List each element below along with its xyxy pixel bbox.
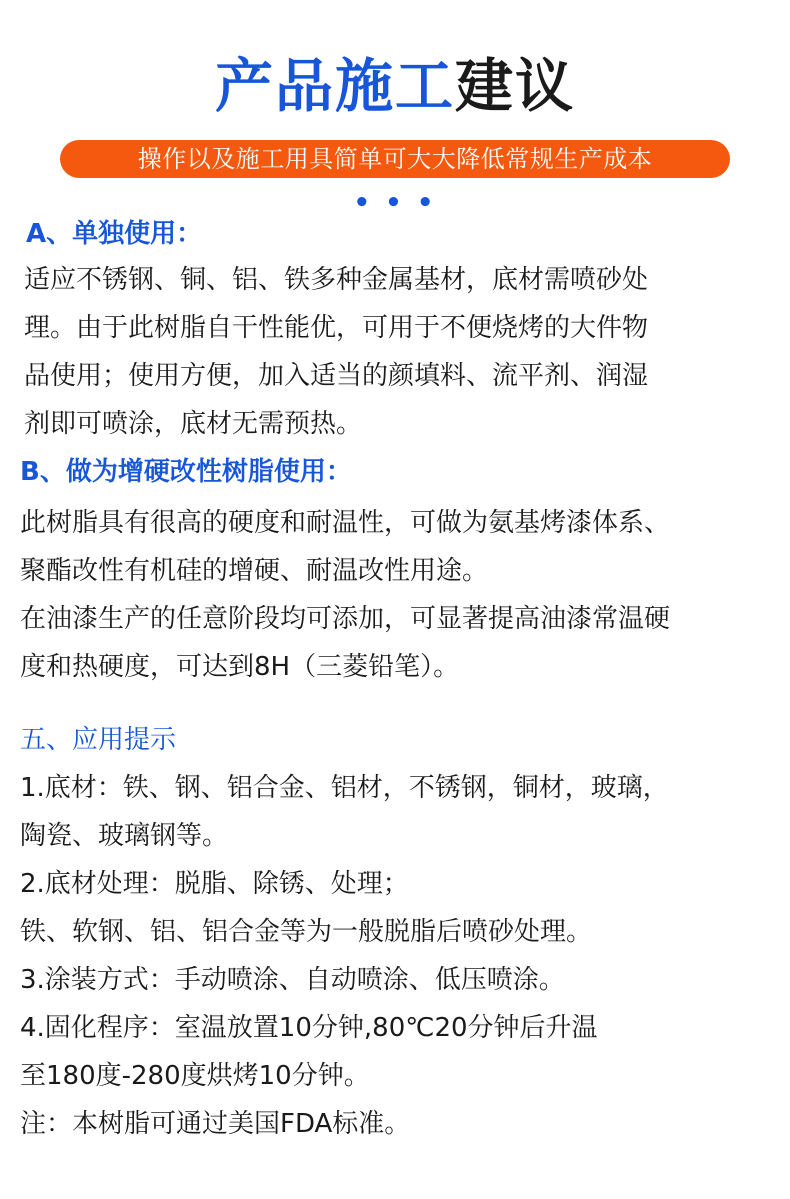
subtitle-banner: 操作以及施工用具简单可大大降低常规生产成本	[60, 140, 730, 178]
section-5-line: 2.底材处理：脱脂、除锈、处理；	[20, 869, 409, 899]
title-highlight: 产品施工	[214, 52, 455, 120]
section-5-heading: 五、应用提示	[20, 725, 177, 755]
section-a-body	[24, 256, 648, 448]
section-5-line: 4.固化程序：室温放置10分钟,80℃20分钟后升温	[20, 1013, 598, 1043]
section-a-line: 剂即可喷涂，底材无需预热。	[24, 409, 363, 439]
section-5-line: 3.涂装方式：手动喷涂、自动喷涂、低压喷涂。	[20, 965, 565, 995]
section-b-line: 聚酯改性有机硅的增硬、耐温改性用途。	[20, 556, 489, 586]
section-b-line: 在油漆生产的任意阶段均可添加，可显著提高油漆常温硬	[20, 604, 671, 634]
section-5-line: 至180度-280度烘烤10分钟。	[20, 1061, 370, 1091]
section-5-line: 注：本树脂可通过美国FDA标准。	[20, 1109, 411, 1139]
section-5-body	[20, 764, 669, 1148]
section-5-line: 铁、软钢、铝、铝合金等为一般脱脂后喷砂处理。	[20, 917, 593, 947]
section-b-line: 度和热硬度，可达到8H（三菱铅笔）。	[20, 652, 460, 682]
section-b-heading: B、做为增硬改性树脂使用：	[20, 457, 352, 487]
section-a-line: 适应不锈钢、铜、铝、铁多种金属基材，底材需喷砂处	[24, 265, 649, 295]
section-b-body	[20, 499, 670, 691]
section-a-line: 理。由于此树脂自干性能优，可用于不便烧烤的大件物	[24, 313, 649, 343]
ellipsis-dots: • • •	[353, 188, 437, 218]
page-title	[0, 46, 790, 126]
section-b-line: 此树脂具有很高的硬度和耐温性，可做为氨基烤漆体系、	[20, 508, 671, 538]
section-5-line: 陶瓷、玻璃钢等。	[20, 821, 229, 851]
title-rest: 建议	[455, 52, 576, 120]
section-a-line: 品使用；使用方便，加入适当的颜填料、流平剂、润湿	[24, 361, 649, 391]
section-5-line: 1.底材：铁、钢、铝合金、铝材，不锈钢，铜材，玻璃，	[20, 773, 669, 803]
section-a-heading: A、单独使用：	[26, 219, 203, 249]
